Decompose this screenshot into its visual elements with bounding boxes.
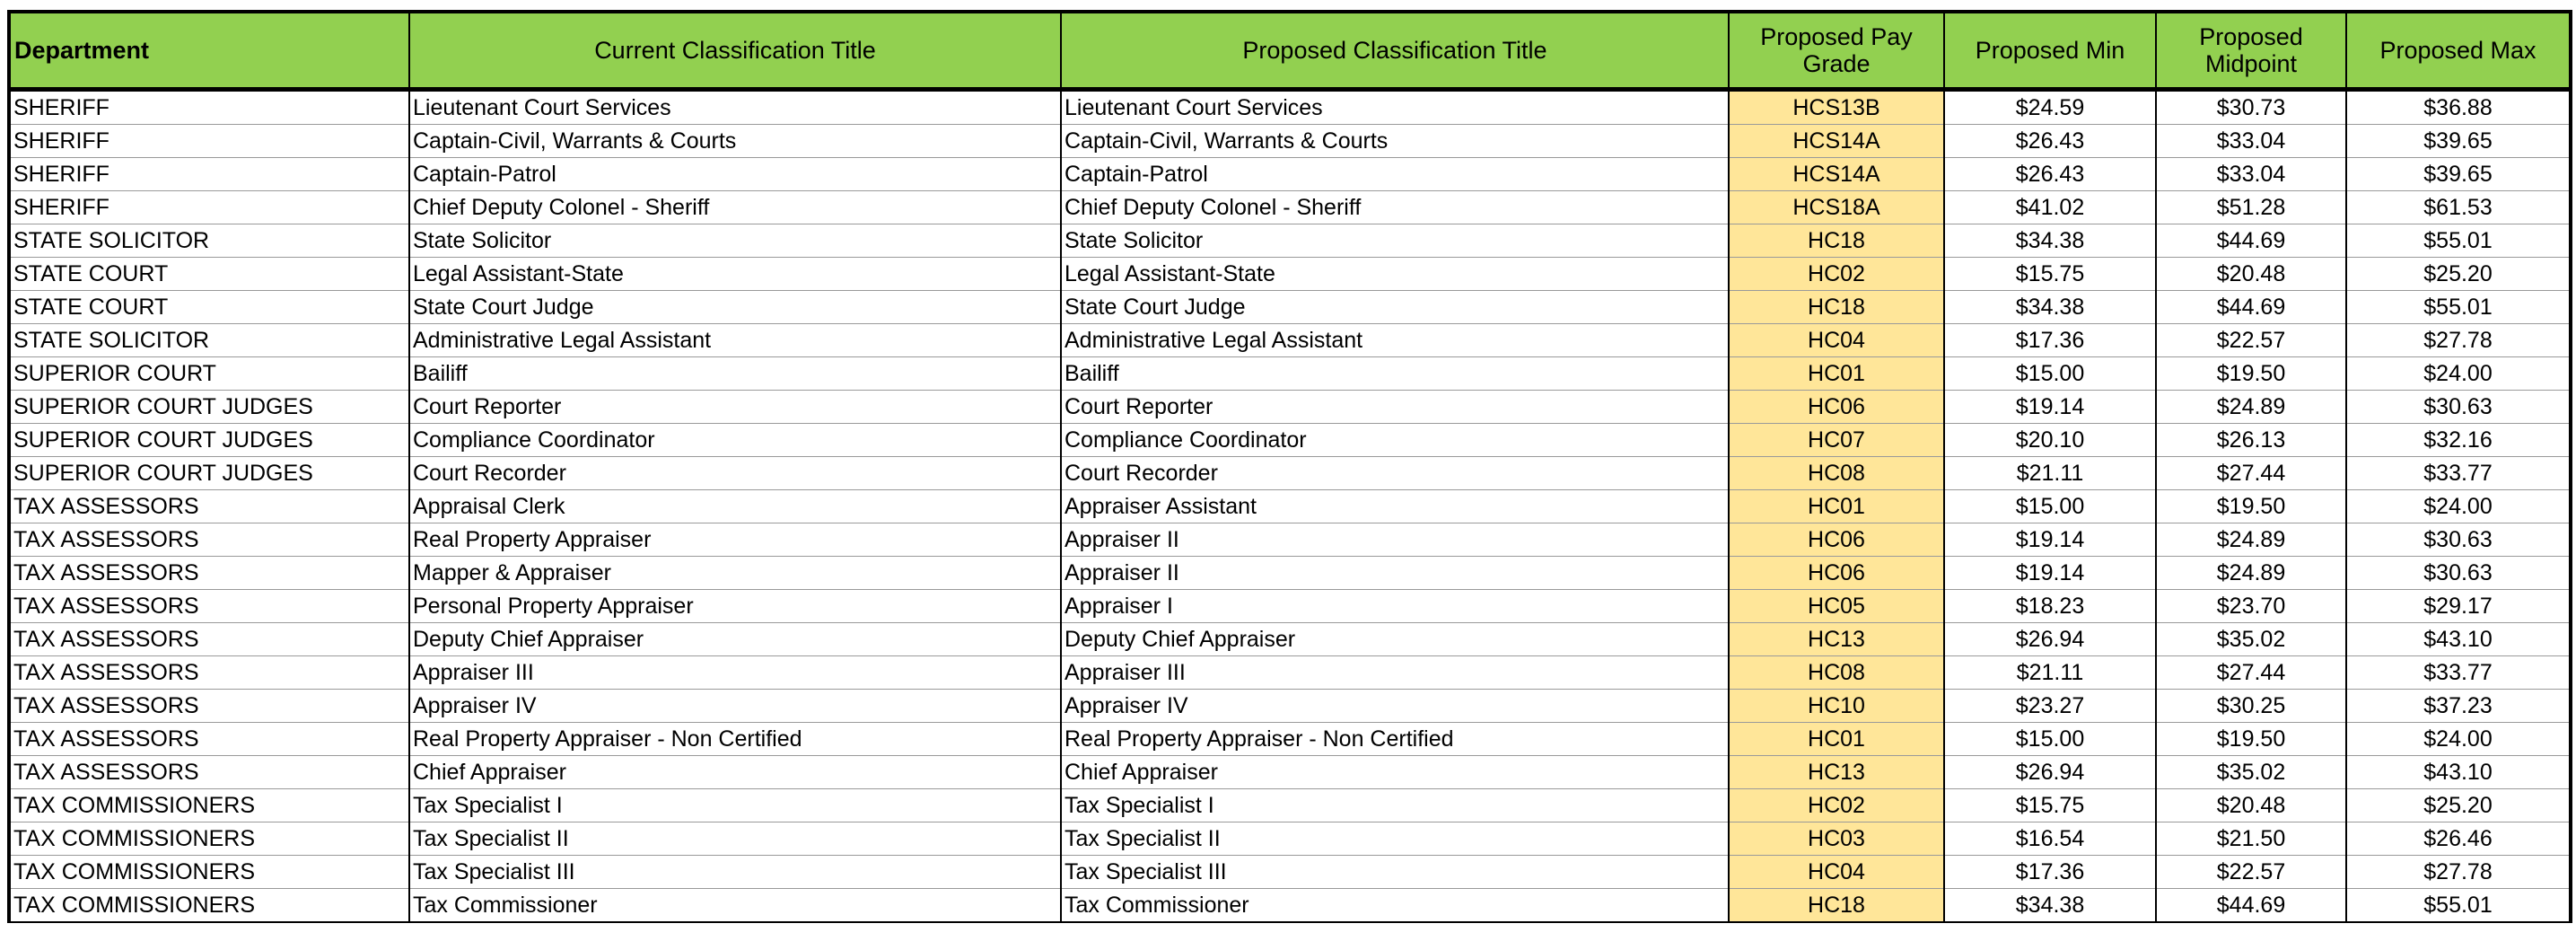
- cell-department[interactable]: STATE COURT: [9, 258, 409, 291]
- cell-pay-grade[interactable]: HC13: [1729, 623, 1944, 656]
- table-row: [9, 789, 2571, 822]
- cell-proposed-midpoint[interactable]: $19.50: [2156, 723, 2346, 756]
- cell-proposed-max[interactable]: $55.01: [2346, 224, 2571, 258]
- cell-current-title[interactable]: Tax Commissioner: [409, 889, 1061, 923]
- cell-pay-grade[interactable]: HC13: [1729, 756, 1944, 789]
- cell-proposed-max[interactable]: $30.63: [2346, 391, 2571, 424]
- cell-department[interactable]: TAX COMMISSIONERS: [9, 856, 409, 889]
- cell-proposed-max[interactable]: $61.53: [2346, 191, 2571, 224]
- cell-proposed-max[interactable]: $29.17: [2346, 590, 2571, 623]
- cell-department[interactable]: SUPERIOR COURT JUDGES: [9, 457, 409, 490]
- cell-department[interactable]: SHERIFF: [9, 191, 409, 224]
- cell-department[interactable]: TAX ASSESSORS: [9, 756, 409, 789]
- cell-pay-grade[interactable]: HC08: [1729, 656, 1944, 690]
- cell-proposed-midpoint[interactable]: $33.04: [2156, 158, 2346, 191]
- cell-proposed-min[interactable]: $26.94: [1944, 623, 2156, 656]
- cell-proposed-max[interactable]: $27.78: [2346, 324, 2571, 357]
- table-row: [9, 490, 2571, 523]
- cell-proposed-title[interactable]: Bailiff: [1061, 357, 1729, 391]
- cell-proposed-midpoint[interactable]: $44.69: [2156, 224, 2346, 258]
- cell-current-title[interactable]: Legal Assistant-State: [409, 258, 1061, 291]
- table-row: [9, 291, 2571, 324]
- table-row: [9, 623, 2571, 656]
- cell-current-title[interactable]: Tax Specialist III: [409, 856, 1061, 889]
- cell-pay-grade[interactable]: HC03: [1729, 822, 1944, 856]
- cell-proposed-title[interactable]: Appraiser III: [1061, 656, 1729, 690]
- table-row: [9, 723, 2571, 756]
- cell-proposed-min[interactable]: $41.02: [1944, 191, 2156, 224]
- cell-pay-grade[interactable]: HC02: [1729, 789, 1944, 822]
- cell-current-title[interactable]: Chief Deputy Colonel - Sheriff: [409, 191, 1061, 224]
- cell-proposed-max[interactable]: $39.65: [2346, 158, 2571, 191]
- cell-proposed-title[interactable]: Court Recorder: [1061, 457, 1729, 490]
- cell-department[interactable]: STATE COURT: [9, 291, 409, 324]
- cell-pay-grade[interactable]: HC02: [1729, 258, 1944, 291]
- cell-proposed-title[interactable]: Captain-Civil, Warrants & Courts: [1061, 125, 1729, 158]
- cell-department[interactable]: TAX COMMISSIONERS: [9, 789, 409, 822]
- cell-proposed-min[interactable]: $23.27: [1944, 690, 2156, 723]
- table-row: [9, 822, 2571, 856]
- cell-proposed-min[interactable]: $34.38: [1944, 224, 2156, 258]
- cell-proposed-min[interactable]: $26.43: [1944, 158, 2156, 191]
- table-row: [9, 125, 2571, 158]
- cell-proposed-min[interactable]: $15.00: [1944, 357, 2156, 391]
- cell-proposed-max[interactable]: $43.10: [2346, 756, 2571, 789]
- cell-proposed-midpoint[interactable]: $21.50: [2156, 822, 2346, 856]
- cell-department[interactable]: TAX ASSESSORS: [9, 557, 409, 590]
- cell-current-title[interactable]: Real Property Appraiser - Non Certified: [409, 723, 1061, 756]
- table-row: [9, 457, 2571, 490]
- cell-proposed-title[interactable]: Lieutenant Court Services: [1061, 90, 1729, 125]
- table-row: [9, 391, 2571, 424]
- cell-current-title[interactable]: Chief Appraiser: [409, 756, 1061, 789]
- cell-pay-grade[interactable]: HCS14A: [1729, 158, 1944, 191]
- cell-department[interactable]: STATE SOLICITOR: [9, 324, 409, 357]
- cell-proposed-min[interactable]: $21.11: [1944, 457, 2156, 490]
- cell-current-title[interactable]: Tax Specialist I: [409, 789, 1061, 822]
- cell-current-title[interactable]: Captain-Civil, Warrants & Courts: [409, 125, 1061, 158]
- cell-proposed-midpoint[interactable]: $20.48: [2156, 789, 2346, 822]
- cell-proposed-title[interactable]: State Court Judge: [1061, 291, 1729, 324]
- cell-proposed-midpoint[interactable]: $44.69: [2156, 291, 2346, 324]
- cell-proposed-title[interactable]: Appraiser Assistant: [1061, 490, 1729, 523]
- cell-proposed-min[interactable]: $15.75: [1944, 258, 2156, 291]
- cell-department[interactable]: SHERIFF: [9, 158, 409, 191]
- cell-pay-grade[interactable]: HC06: [1729, 557, 1944, 590]
- cell-proposed-title[interactable]: Compliance Coordinator: [1061, 424, 1729, 457]
- cell-proposed-max[interactable]: $55.01: [2346, 291, 2571, 324]
- cell-current-title[interactable]: Tax Specialist II: [409, 822, 1061, 856]
- cell-proposed-min[interactable]: $16.54: [1944, 822, 2156, 856]
- cell-pay-grade[interactable]: HC07: [1729, 424, 1944, 457]
- cell-pay-grade[interactable]: HC01: [1729, 490, 1944, 523]
- cell-proposed-title[interactable]: Appraiser II: [1061, 557, 1729, 590]
- table-row: [9, 523, 2571, 557]
- cell-proposed-title[interactable]: Chief Deputy Colonel - Sheriff: [1061, 191, 1729, 224]
- cell-proposed-midpoint[interactable]: $35.02: [2156, 623, 2346, 656]
- table-row: [9, 357, 2571, 391]
- table-body: [9, 90, 2571, 923]
- cell-proposed-title[interactable]: Tax Specialist I: [1061, 789, 1729, 822]
- cell-proposed-min[interactable]: $17.36: [1944, 324, 2156, 357]
- table-row: [9, 557, 2571, 590]
- cell-current-title[interactable]: Bailiff: [409, 357, 1061, 391]
- cell-current-title[interactable]: Captain-Patrol: [409, 158, 1061, 191]
- cell-proposed-max[interactable]: $36.88: [2346, 90, 2571, 125]
- cell-proposed-max[interactable]: $25.20: [2346, 789, 2571, 822]
- cell-pay-grade[interactable]: HC06: [1729, 523, 1944, 557]
- cell-proposed-min[interactable]: $19.14: [1944, 523, 2156, 557]
- cell-proposed-max[interactable]: $24.00: [2346, 723, 2571, 756]
- cell-proposed-min[interactable]: $24.59: [1944, 90, 2156, 125]
- cell-proposed-max[interactable]: $24.00: [2346, 490, 2571, 523]
- cell-proposed-max[interactable]: $37.23: [2346, 690, 2571, 723]
- cell-proposed-title[interactable]: Legal Assistant-State: [1061, 258, 1729, 291]
- cell-proposed-max[interactable]: $39.65: [2346, 125, 2571, 158]
- table-row: [9, 856, 2571, 889]
- cell-department[interactable]: STATE SOLICITOR: [9, 224, 409, 258]
- header-proposed-title[interactable]: Proposed Classification Title: [1061, 12, 1729, 90]
- cell-pay-grade[interactable]: HC18: [1729, 291, 1944, 324]
- cell-proposed-min[interactable]: $34.38: [1944, 889, 2156, 923]
- cell-proposed-midpoint[interactable]: $24.89: [2156, 557, 2346, 590]
- cell-proposed-max[interactable]: $24.00: [2346, 357, 2571, 391]
- cell-proposed-min[interactable]: $15.75: [1944, 789, 2156, 822]
- cell-current-title[interactable]: Real Property Appraiser: [409, 523, 1061, 557]
- header-current-title[interactable]: Current Classification Title: [409, 12, 1061, 90]
- cell-proposed-midpoint[interactable]: $35.02: [2156, 756, 2346, 789]
- cell-department[interactable]: TAX ASSESSORS: [9, 490, 409, 523]
- cell-pay-grade[interactable]: HC18: [1729, 224, 1944, 258]
- cell-proposed-min[interactable]: $19.14: [1944, 557, 2156, 590]
- cell-department[interactable]: TAX ASSESSORS: [9, 590, 409, 623]
- cell-proposed-min[interactable]: $15.00: [1944, 723, 2156, 756]
- cell-department[interactable]: TAX ASSESSORS: [9, 656, 409, 690]
- cell-proposed-midpoint[interactable]: $22.57: [2156, 856, 2346, 889]
- table-row: [9, 690, 2571, 723]
- cell-current-title[interactable]: Appraiser IV: [409, 690, 1061, 723]
- cell-proposed-title[interactable]: Deputy Chief Appraiser: [1061, 623, 1729, 656]
- cell-department[interactable]: TAX COMMISSIONERS: [9, 822, 409, 856]
- cell-current-title[interactable]: Deputy Chief Appraiser: [409, 623, 1061, 656]
- cell-pay-grade[interactable]: HC01: [1729, 357, 1944, 391]
- cell-proposed-midpoint[interactable]: $51.28: [2156, 191, 2346, 224]
- cell-proposed-min[interactable]: $20.10: [1944, 424, 2156, 457]
- cell-current-title[interactable]: Mapper & Appraiser: [409, 557, 1061, 590]
- header-proposed-min[interactable]: Proposed Min: [1944, 12, 2156, 90]
- table-row: [9, 590, 2571, 623]
- cell-proposed-min[interactable]: $18.23: [1944, 590, 2156, 623]
- cell-proposed-min[interactable]: $21.11: [1944, 656, 2156, 690]
- table-row: [9, 191, 2571, 224]
- cell-current-title[interactable]: State Solicitor: [409, 224, 1061, 258]
- cell-proposed-midpoint[interactable]: $19.50: [2156, 490, 2346, 523]
- cell-proposed-min[interactable]: $17.36: [1944, 856, 2156, 889]
- cell-proposed-min[interactable]: $19.14: [1944, 391, 2156, 424]
- header-proposed-max[interactable]: Proposed Max: [2346, 12, 2571, 90]
- cell-department[interactable]: TAX ASSESSORS: [9, 523, 409, 557]
- table-row: [9, 158, 2571, 191]
- cell-proposed-min[interactable]: $26.94: [1944, 756, 2156, 789]
- cell-proposed-title[interactable]: Tax Commissioner: [1061, 889, 1729, 923]
- cell-proposed-max[interactable]: $30.63: [2346, 523, 2571, 557]
- header-row: [9, 12, 2571, 90]
- header-pay-grade[interactable]: Proposed Pay Grade: [1729, 12, 1944, 90]
- cell-pay-grade[interactable]: HC06: [1729, 391, 1944, 424]
- cell-pay-grade[interactable]: HCS18A: [1729, 191, 1944, 224]
- cell-proposed-title[interactable]: Court Reporter: [1061, 391, 1729, 424]
- table-row: [9, 756, 2571, 789]
- cell-department[interactable]: TAX ASSESSORS: [9, 623, 409, 656]
- cell-proposed-midpoint[interactable]: $30.25: [2156, 690, 2346, 723]
- cell-proposed-title[interactable]: Real Property Appraiser - Non Certified: [1061, 723, 1729, 756]
- cell-proposed-midpoint[interactable]: $22.57: [2156, 324, 2346, 357]
- table-header: [9, 12, 2571, 90]
- cell-proposed-title[interactable]: Appraiser II: [1061, 523, 1729, 557]
- cell-proposed-max[interactable]: $27.78: [2346, 856, 2571, 889]
- cell-proposed-max[interactable]: $33.77: [2346, 457, 2571, 490]
- cell-proposed-midpoint[interactable]: $23.70: [2156, 590, 2346, 623]
- cell-pay-grade[interactable]: HC04: [1729, 856, 1944, 889]
- cell-current-title[interactable]: State Court Judge: [409, 291, 1061, 324]
- cell-pay-grade[interactable]: HC04: [1729, 324, 1944, 357]
- cell-current-title[interactable]: Personal Property Appraiser: [409, 590, 1061, 623]
- table-row: [9, 258, 2571, 291]
- cell-department[interactable]: SUPERIOR COURT JUDGES: [9, 424, 409, 457]
- cell-department[interactable]: SHERIFF: [9, 90, 409, 125]
- cell-proposed-title[interactable]: Chief Appraiser: [1061, 756, 1729, 789]
- cell-proposed-midpoint[interactable]: $44.69: [2156, 889, 2346, 923]
- cell-proposed-midpoint[interactable]: $20.48: [2156, 258, 2346, 291]
- cell-pay-grade[interactable]: HC08: [1729, 457, 1944, 490]
- cell-department[interactable]: TAX ASSESSORS: [9, 690, 409, 723]
- cell-proposed-midpoint[interactable]: $24.89: [2156, 523, 2346, 557]
- cell-pay-grade[interactable]: HC18: [1729, 889, 1944, 923]
- cell-proposed-title[interactable]: Tax Specialist II: [1061, 822, 1729, 856]
- cell-proposed-max[interactable]: $55.01: [2346, 889, 2571, 923]
- cell-department[interactable]: TAX ASSESSORS: [9, 723, 409, 756]
- cell-proposed-max[interactable]: $43.10: [2346, 623, 2571, 656]
- table-row: [9, 889, 2571, 923]
- cell-pay-grade[interactable]: HC10: [1729, 690, 1944, 723]
- cell-current-title[interactable]: Court Reporter: [409, 391, 1061, 424]
- cell-current-title[interactable]: Lieutenant Court Services: [409, 90, 1061, 125]
- cell-department[interactable]: SUPERIOR COURT: [9, 357, 409, 391]
- cell-proposed-midpoint[interactable]: $19.50: [2156, 357, 2346, 391]
- cell-proposed-midpoint[interactable]: $30.73: [2156, 90, 2346, 125]
- cell-proposed-max[interactable]: $33.77: [2346, 656, 2571, 690]
- cell-department[interactable]: TAX COMMISSIONERS: [9, 889, 409, 923]
- cell-proposed-max[interactable]: $25.20: [2346, 258, 2571, 291]
- cell-proposed-title[interactable]: Tax Specialist III: [1061, 856, 1729, 889]
- cell-pay-grade[interactable]: HCS13B: [1729, 90, 1944, 125]
- cell-proposed-midpoint[interactable]: $27.44: [2156, 656, 2346, 690]
- cell-current-title[interactable]: Appraisal Clerk: [409, 490, 1061, 523]
- table-row: [9, 424, 2571, 457]
- cell-proposed-midpoint[interactable]: $33.04: [2156, 125, 2346, 158]
- cell-proposed-midpoint[interactable]: $26.13: [2156, 424, 2346, 457]
- table-row: [9, 324, 2571, 357]
- cell-current-title[interactable]: Compliance Coordinator: [409, 424, 1061, 457]
- cell-current-title[interactable]: Administrative Legal Assistant: [409, 324, 1061, 357]
- header-proposed-midpoint[interactable]: Proposed Midpoint: [2156, 12, 2346, 90]
- cell-proposed-title[interactable]: Appraiser IV: [1061, 690, 1729, 723]
- cell-pay-grade[interactable]: HC05: [1729, 590, 1944, 623]
- cell-proposed-max[interactable]: $30.63: [2346, 557, 2571, 590]
- header-department[interactable]: Department: [9, 12, 409, 90]
- pay-classification-table: [7, 10, 2572, 923]
- cell-proposed-min[interactable]: $15.00: [1944, 490, 2156, 523]
- cell-pay-grade[interactable]: HC01: [1729, 723, 1944, 756]
- cell-proposed-min[interactable]: $26.43: [1944, 125, 2156, 158]
- cell-current-title[interactable]: Court Recorder: [409, 457, 1061, 490]
- cell-proposed-min[interactable]: $34.38: [1944, 291, 2156, 324]
- table-row: [9, 224, 2571, 258]
- cell-proposed-title[interactable]: State Solicitor: [1061, 224, 1729, 258]
- table-row: [9, 90, 2571, 125]
- cell-current-title[interactable]: Appraiser III: [409, 656, 1061, 690]
- cell-department[interactable]: SUPERIOR COURT JUDGES: [9, 391, 409, 424]
- table-row: [9, 656, 2571, 690]
- cell-proposed-midpoint[interactable]: $24.89: [2156, 391, 2346, 424]
- cell-proposed-title[interactable]: Administrative Legal Assistant: [1061, 324, 1729, 357]
- cell-proposed-title[interactable]: Captain-Patrol: [1061, 158, 1729, 191]
- cell-proposed-title[interactable]: Appraiser I: [1061, 590, 1729, 623]
- cell-department[interactable]: SHERIFF: [9, 125, 409, 158]
- cell-proposed-max[interactable]: $26.46: [2346, 822, 2571, 856]
- cell-proposed-max[interactable]: $32.16: [2346, 424, 2571, 457]
- cell-proposed-midpoint[interactable]: $27.44: [2156, 457, 2346, 490]
- cell-pay-grade[interactable]: HCS14A: [1729, 125, 1944, 158]
